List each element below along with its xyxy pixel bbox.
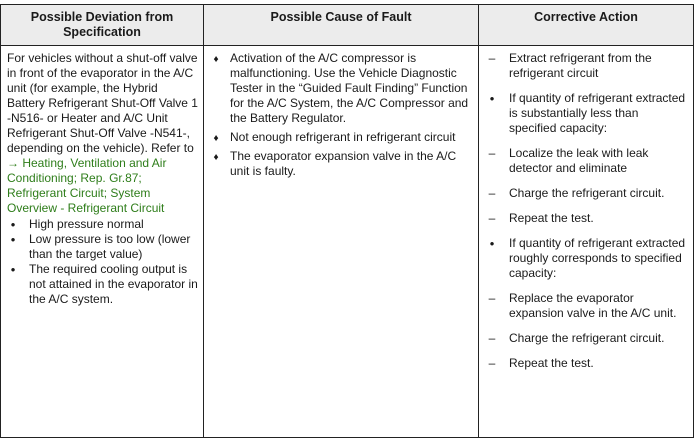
- bullet-icon: [7, 262, 19, 278]
- dash-icon: [485, 146, 499, 161]
- list-item-text: Charge the refrigerant circuit.: [509, 331, 665, 345]
- deviation-list: [7, 217, 198, 307]
- deviation-cell: [1, 46, 204, 438]
- list-item: [485, 186, 688, 201]
- table-row: [1, 46, 694, 438]
- deviation-intro-text: For vehicles without a shut-off valve in front of the evaporator in the A/C unit (for example, the Hybrid Battery Refrigerant Shut-Off Valve 1 -N516- or Heater and A/C Unit Refrigerant Shut-Off Valve -N541-, depending on the vehicle). Refer to: [7, 51, 198, 155]
- diamond-bullet-icon: [210, 51, 222, 67]
- list-item-text: The required cooling output is not attained in the evaporator in the A/C system.: [29, 262, 198, 306]
- list-item: [485, 236, 688, 281]
- dash-icon: [485, 291, 499, 306]
- bullet-icon: [7, 217, 19, 233]
- dash-icon: [485, 51, 499, 66]
- list-item: [485, 211, 688, 226]
- bullet-icon: [7, 232, 19, 248]
- header-action: Corrective Action: [479, 5, 694, 46]
- list-item-text: If quantity of refrigerant extracted is substantially less than specified capacity:: [509, 91, 686, 135]
- dash-icon: [485, 211, 499, 226]
- header-deviation: Possible Deviation from Specification: [1, 5, 204, 46]
- cause-list: [210, 51, 473, 179]
- diamond-bullet-icon: [210, 130, 222, 146]
- header-cause: Possible Cause of Fault: [204, 5, 479, 46]
- list-item-text: High pressure normal: [29, 217, 144, 231]
- list-item-text: Repeat the test.: [509, 211, 594, 225]
- list-item: [485, 356, 688, 371]
- list-item: [485, 51, 688, 81]
- reference-link[interactable]: → Heating, Ventilation and Air Conditioning; Rep. Gr.87; Refrigerant Circuit; System Overview - Refrigerant Circuit: [7, 156, 167, 215]
- action-cell: [479, 46, 694, 438]
- list-item-text: If quantity of refrigerant extracted roughly corresponds to specified capacity:: [509, 236, 686, 280]
- deviation-intro: [7, 51, 198, 216]
- cause-cell: [204, 46, 479, 438]
- list-item-text: Low pressure is too low (lower than the target value): [29, 232, 191, 261]
- dash-icon: [485, 331, 499, 346]
- list-item-text: Charge the refrigerant circuit.: [509, 186, 665, 200]
- fault-table: [0, 4, 694, 438]
- list-item: [7, 232, 198, 262]
- list-item-text: Not enough refrigerant in refrigerant circuit: [230, 130, 456, 144]
- list-item-text: Repeat the test.: [509, 356, 594, 370]
- list-item-text: Localize the leak with leak detector and eliminate: [509, 146, 649, 175]
- list-item: [210, 51, 473, 126]
- dash-icon: [485, 186, 499, 201]
- list-item: [210, 149, 473, 179]
- bullet-icon: [485, 236, 499, 252]
- list-item: [485, 291, 688, 321]
- list-item-text: Extract refrigerant from the refrigerant circuit: [509, 51, 652, 80]
- list-item: [485, 91, 688, 136]
- list-item: [210, 130, 473, 145]
- list-item-text: Replace the evaporator expansion valve in the A/C unit.: [509, 291, 677, 320]
- list-item: [485, 146, 688, 176]
- list-item-text: The evaporator expansion valve in the A/C unit is faulty.: [230, 149, 457, 178]
- action-list: [485, 51, 688, 371]
- diamond-bullet-icon: [210, 149, 222, 165]
- header-row: [1, 5, 694, 46]
- list-item: [7, 217, 198, 232]
- list-item-text: Activation of the A/C compressor is malfunctioning. Use the Vehicle Diagnostic Tester in the “Guided Fault Finding” Function for the A/C System, the A/C Compressor and the Battery Regulator.: [230, 51, 469, 125]
- bullet-icon: [485, 91, 499, 107]
- list-item: [7, 262, 198, 307]
- dash-icon: [485, 356, 499, 371]
- list-item: [485, 331, 688, 346]
